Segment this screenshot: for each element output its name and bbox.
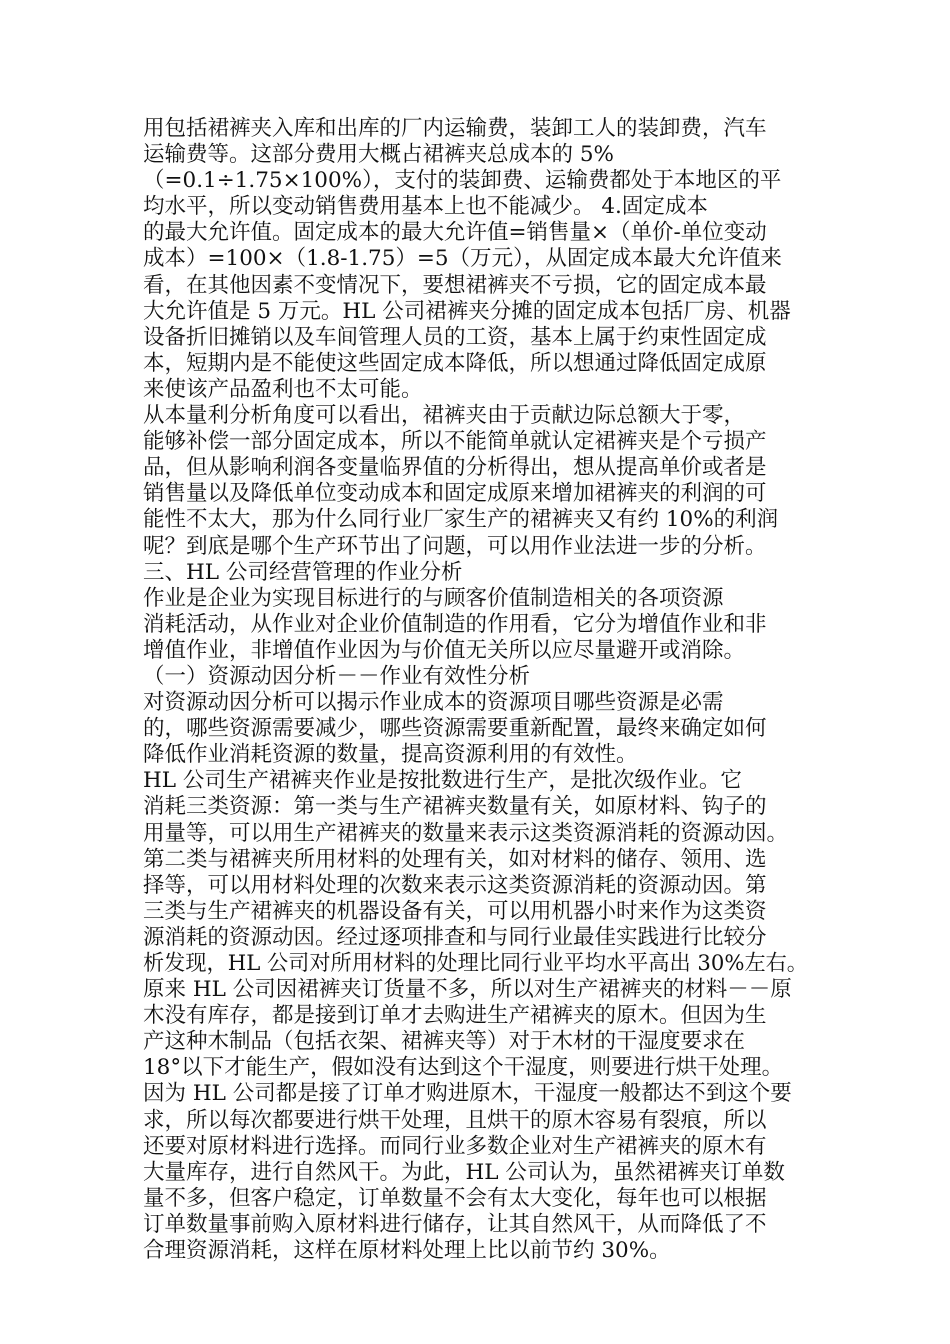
text-line: 第二类与裙裤夹所用材料的处理有关，如对材料的储存、领用、选: [143, 846, 767, 872]
text-line: （=0.1÷1.75×100%），支付的装卸费、运输费都处于本地区的平: [143, 168, 782, 194]
text-line: 量不多，但客户稳定，订单数量不会有太大变化，每年也可以根据: [143, 1185, 767, 1211]
text-line: 用包括裙裤夹入库和出库的厂内运输费，装卸工人的装卸费，汽车: [143, 116, 767, 141]
text-line: 来使该产品盈利也不太可能。: [143, 376, 423, 402]
text-line: 销售量以及降低单位变动成本和固定成原来增加裙裤夹的利润的可: [143, 481, 767, 507]
text-line: 能够补偿一部分固定成本，所以不能简单就认定裙裤夹是个亏损产: [143, 429, 767, 455]
text-line: 的最大允许值。固定成本的最大允许值=销售量×（单价-单位变动: [143, 220, 767, 246]
text-line: 的，哪些资源需要减少，哪些资源需要重新配置，最终来确定如何: [143, 716, 767, 742]
text-line: 增值作业，非增值作业因为与价值无关所以应尽量避开或消除。: [143, 637, 746, 663]
text-line: 三、HL 公司经营管理的作业分析: [143, 559, 463, 585]
text-line: 大量库存，进行自然风干。为此，HL 公司认为，虽然裙裤夹订单数: [143, 1159, 785, 1185]
text-line: 三类与生产裙裤夹的机器设备有关，可以用机器小时来作为这类资: [143, 898, 767, 924]
text-line: 均水平，所以变动销售费用基本上也不能减少。 4.固定成本: [143, 194, 708, 220]
text-line: 能性不太大，那为什么同行业厂家生产的裙裤夹又有约 10%的利润: [143, 507, 779, 533]
text-line: 设备折旧摊销以及车间管理人员的工资，基本上属于约束性固定成: [143, 324, 767, 350]
text-line: 对资源动因分析可以揭示作业成本的资源项目哪些资源是必需: [143, 690, 724, 716]
text-line: 消耗活动，从作业对企业价值制造的作用看，它分为增值作业和非: [143, 611, 767, 637]
text-line: 降低作业消耗资源的数量，提高资源利用的有效性。: [143, 742, 638, 768]
text-line: 呢？到底是哪个生产环节出了问题，可以用作业法进一步的分析。: [143, 533, 767, 559]
text-line: 还要对原材料进行选择。而同行业多数企业对生产裙裤夹的原木有: [143, 1133, 767, 1159]
text-line: 订单数量事前购入原材料进行储存，让其自然风干，从而降低了不: [143, 1211, 767, 1237]
text-line: 运输费等。这部分费用大概占裙裤夹总成本的 5%: [143, 142, 614, 168]
text-line: 析发现，HL 公司对所用材料的处理比同行业平均水平高出 30%左右。: [143, 951, 808, 976]
text-line: 因为 HL 公司都是接了订单才购进原木，干湿度一般都达不到这个要: [143, 1081, 792, 1107]
text-line: 作业是企业为实现目标进行的与顾客价值制造相关的各项资源: [143, 585, 724, 611]
text-line: 木没有库存，都是接到订单才去购进生产裙裤夹的原木。但因为生: [143, 1003, 767, 1029]
text-line: HL 公司生产裙裤夹作业是按批数进行生产，是批次级作业。它: [143, 768, 742, 794]
text-line: 择等，可以用材料处理的次数来表示这类资源消耗的资源动因。第: [143, 872, 767, 898]
text-line: 原来 HL 公司因裙裤夹订货量不多，所以对生产裙裤夹的材料－－原: [143, 977, 792, 1003]
text-line: 成本）=100×（1.8-1.75）=5（万元），从固定成本最大允许值来: [143, 246, 782, 272]
text-line: 从本量利分析角度可以看出，裙裤夹由于贡献边际总额大于零，: [143, 403, 746, 429]
text-line: 求，所以每次都要进行烘干处理，且烘干的原木容易有裂痕，所以: [143, 1107, 767, 1133]
text-line: 大允许值是 5 万元。HL 公司裙裤夹分摊的固定成本包括厂房、机器: [143, 298, 791, 324]
text-line: 合理资源消耗，这样在原材料处理上比以前节约 30%。: [143, 1238, 671, 1264]
text-line: 产这种木制品（包括衣架、裙裤夹等）对于木材的干湿度要求在: [143, 1029, 746, 1055]
document-body: [143, 116, 808, 1264]
text-line: （一）资源动因分析－－作业有效性分析: [143, 663, 531, 689]
text-line: 品，但从影响利润各变量临界值的分析得出，想从提高单价或者是: [143, 455, 767, 481]
text-line: 看，在其他因素不变情况下，要想裙裤夹不亏损，它的固定成本最: [143, 272, 767, 298]
text-line: 18°以下才能生产，假如没有达到这个干湿度，则要进行烘干处理。: [143, 1055, 784, 1081]
text-line: 源消耗的资源动因。经过逐项排查和与同行业最佳实践进行比较分: [143, 924, 767, 950]
text-line: 本，短期内是不能使这些固定成本降低，所以想通过降低固定成原: [143, 350, 767, 376]
text-line: 消耗三类资源：第一类与生产裙裤夹数量有关，如原材料、钩子的: [143, 794, 767, 820]
text-line: 用量等，可以用生产裙裤夹的数量来表示这类资源消耗的资源动因。: [143, 820, 789, 846]
